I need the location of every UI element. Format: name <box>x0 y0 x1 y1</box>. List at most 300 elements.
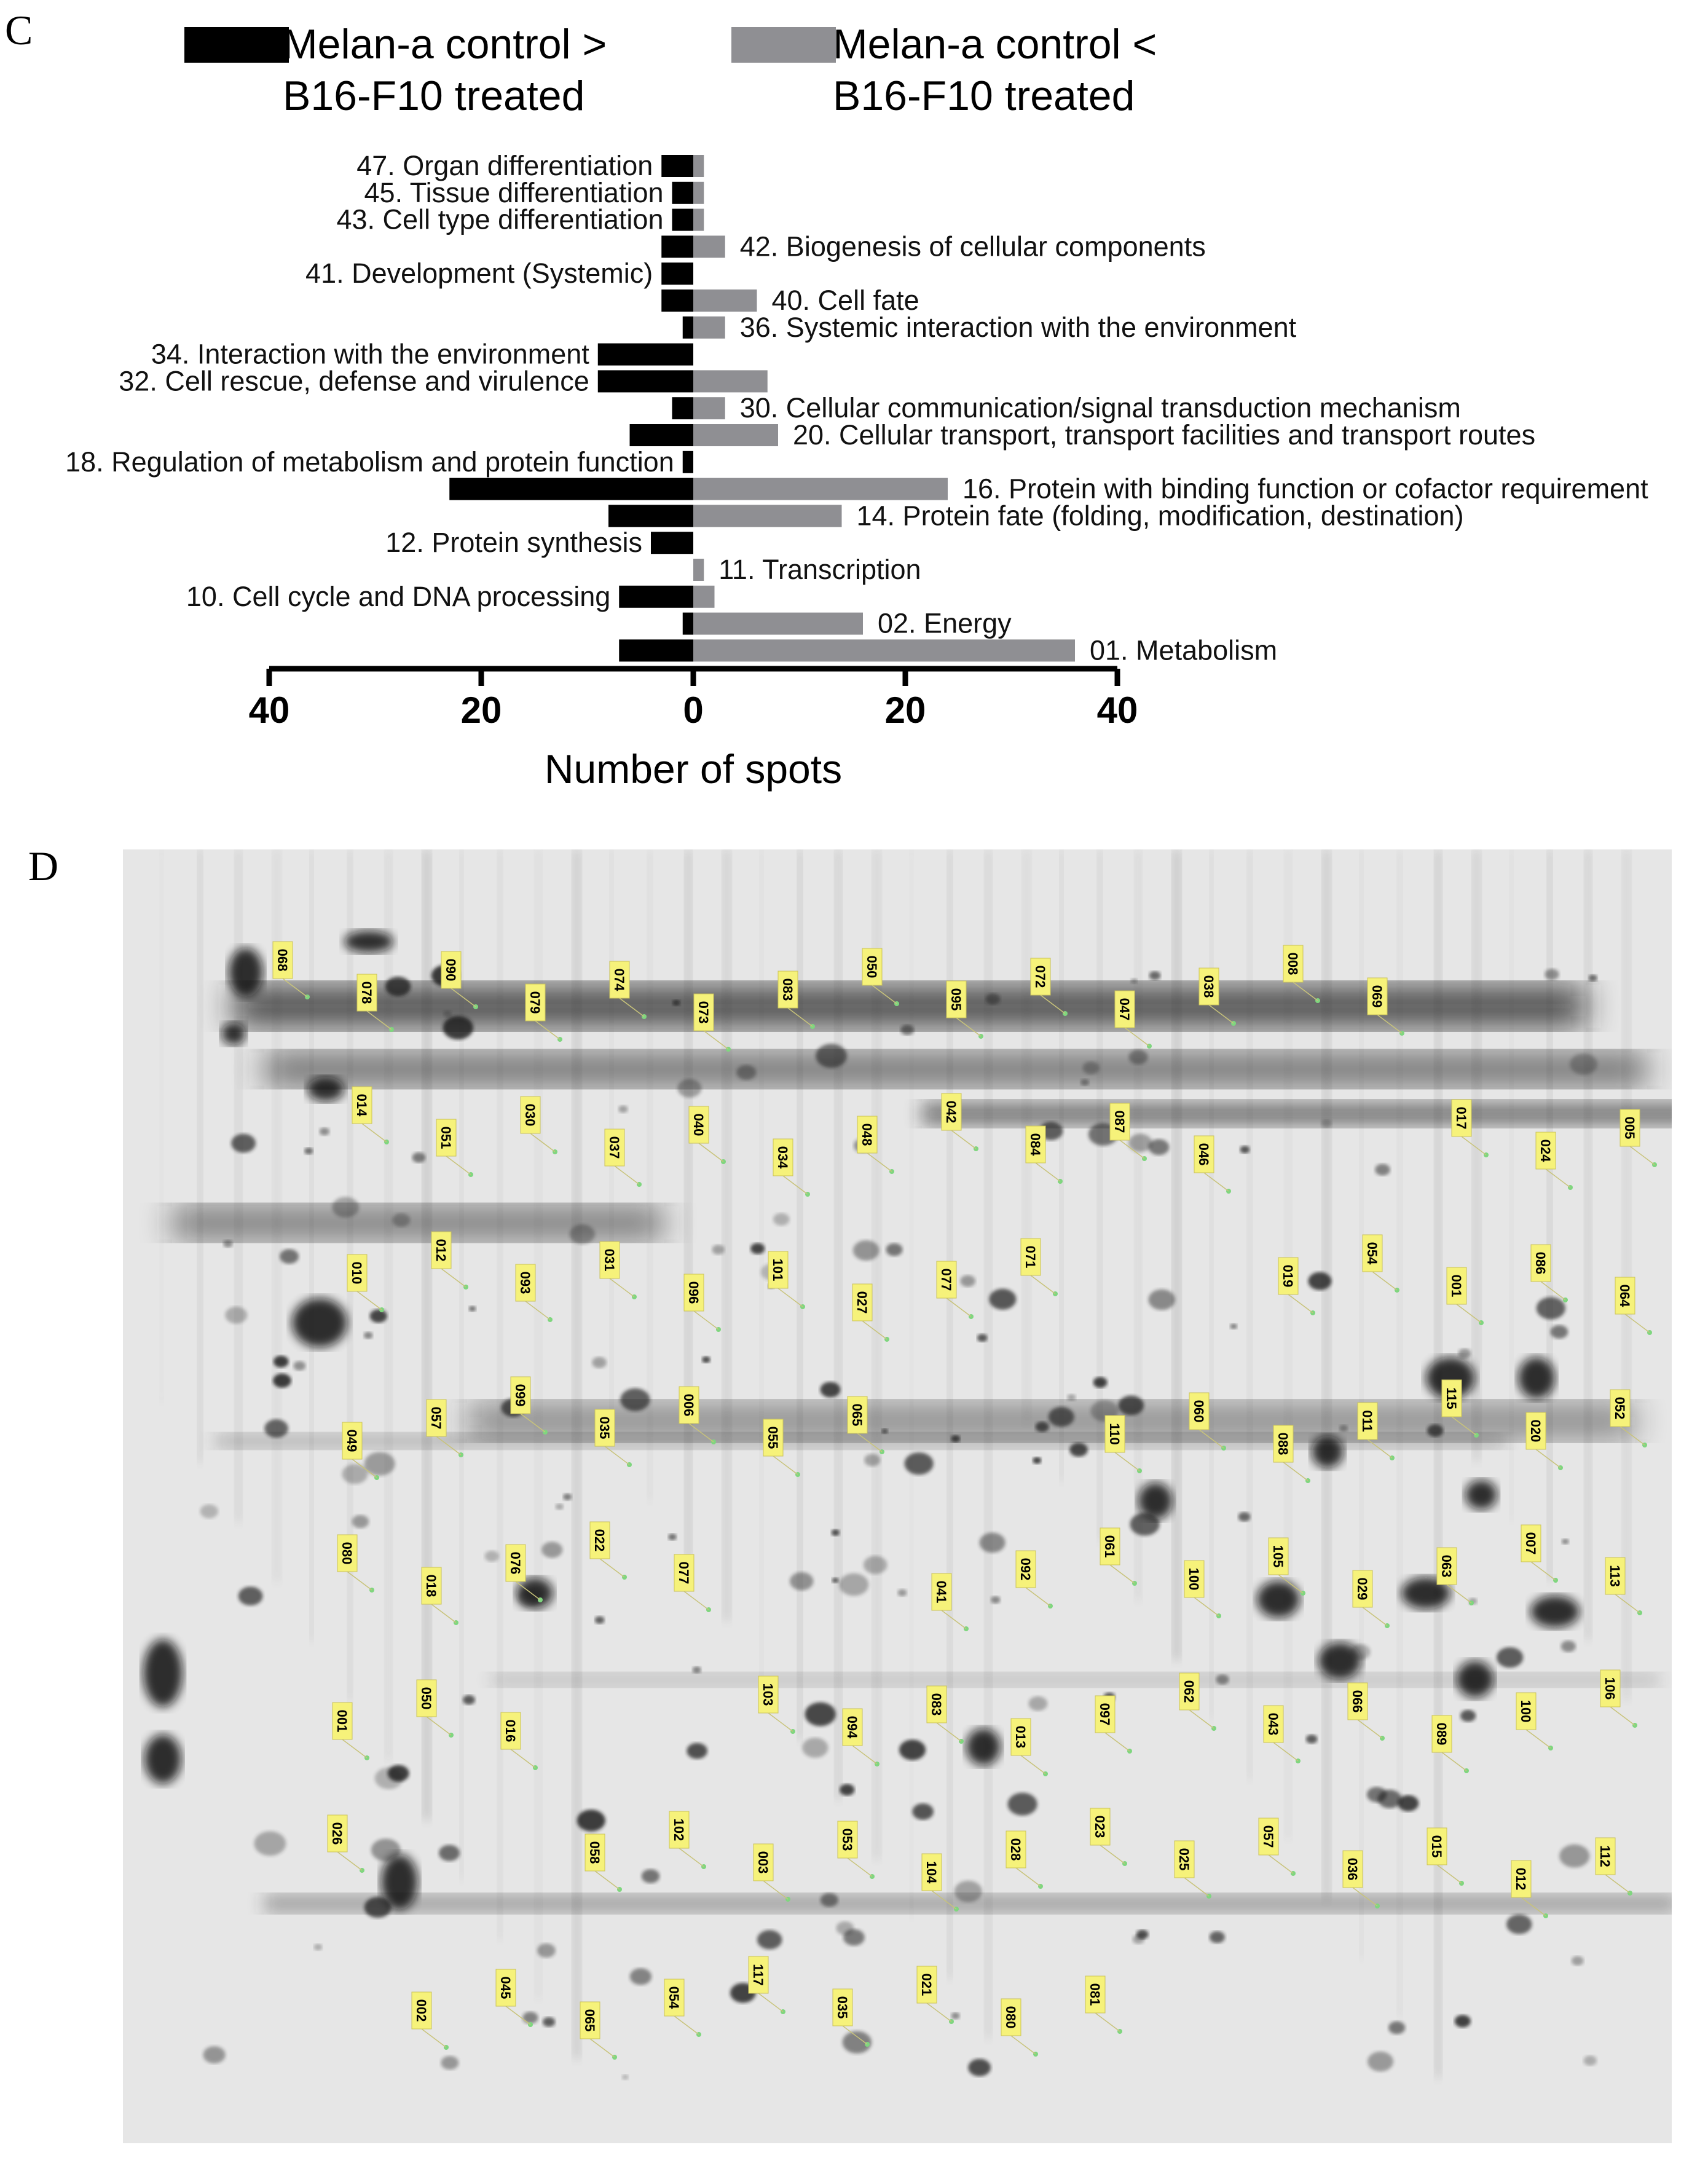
gel-spot <box>1067 1394 1076 1401</box>
legend-black-line2: B16-F10 treated <box>283 73 585 119</box>
legend-black-line1: Melan-a control > <box>283 21 607 68</box>
spot-tag-label: 015 <box>1429 1835 1444 1858</box>
gel-spot <box>864 1454 880 1466</box>
gel-spot <box>463 1695 475 1704</box>
gel-spot <box>293 1361 305 1371</box>
gel-spot <box>881 1428 888 1433</box>
gel-streak <box>872 849 881 1859</box>
bar-black <box>449 478 693 500</box>
gel-spot <box>821 1893 838 1907</box>
gel-spot <box>344 931 393 953</box>
spot-tag-label: 106 <box>1602 1677 1618 1700</box>
spot-tag <box>946 981 966 1018</box>
gel-spot <box>693 1666 701 1673</box>
spot-tag <box>664 1979 684 2016</box>
spot-tag <box>1620 1109 1640 1146</box>
gel-spot <box>342 1464 368 1484</box>
spot-tag-label: 007 <box>1523 1532 1538 1555</box>
spot-tag <box>352 1087 372 1124</box>
spot-tag-label: 050 <box>419 1687 434 1710</box>
spot-tag <box>1264 1706 1283 1743</box>
gel-spot <box>989 1289 1016 1310</box>
gel-spot <box>1570 1053 1597 1074</box>
gel-spot <box>757 1930 782 1949</box>
spot-tag <box>684 1274 704 1311</box>
spot-tag-label: 021 <box>919 1973 934 1996</box>
spot-tag <box>1100 1528 1120 1565</box>
gel-spot <box>352 1515 369 1528</box>
spot-tag-label: 043 <box>1265 1712 1281 1736</box>
gel-spot <box>556 1503 564 1510</box>
spot-tag <box>852 1284 872 1321</box>
gel-spot <box>1518 1357 1555 1399</box>
gel-spot <box>1093 1377 1108 1388</box>
gel-streak <box>685 849 692 1561</box>
gel-spot <box>1230 1323 1237 1329</box>
gel-streak <box>1097 849 1103 1541</box>
spot-tag-label: 026 <box>329 1822 345 1845</box>
gel-spot <box>960 1275 975 1287</box>
spot-tag-label: 073 <box>696 1001 711 1024</box>
spot-tag-label: 074 <box>612 968 627 991</box>
spot-tag-label: 092 <box>1018 1557 1033 1581</box>
spot-tag <box>600 1242 620 1278</box>
spot-tag <box>580 2002 600 2039</box>
gel-spot <box>1148 1290 1175 1310</box>
gel-spot <box>1545 969 1559 980</box>
spot-tag <box>1026 1126 1045 1163</box>
gel-spot <box>966 1728 1001 1765</box>
spot-tag-label: 060 <box>1191 1400 1206 1423</box>
spot-tag <box>1600 1670 1620 1707</box>
spot-tag <box>501 1712 521 1749</box>
spot-tag <box>1110 1103 1130 1140</box>
gel-spot <box>736 1065 756 1081</box>
gel-spot <box>668 1534 677 1540</box>
gel-spot <box>986 993 1001 1004</box>
spot-tag-label: 117 <box>750 1964 766 1986</box>
spot-tag-label: 064 <box>1617 1284 1632 1307</box>
gel-streak <box>1434 849 1442 2077</box>
gel-spot <box>1028 1696 1047 1711</box>
spot-tag-label: 050 <box>864 955 880 979</box>
spot-tag <box>412 1992 431 2029</box>
gel-spot <box>1133 1935 1144 1944</box>
gel-spot <box>221 1023 246 1045</box>
gel-band <box>922 1101 1672 1126</box>
x-tick-label: 20 <box>884 690 926 731</box>
category-label: 40. Cell fate <box>771 285 919 316</box>
spot-tag <box>768 1251 788 1288</box>
spot-tag <box>342 1422 362 1459</box>
spot-tag-label: 040 <box>691 1113 706 1136</box>
bar-gray <box>693 613 863 635</box>
gel-spot <box>1561 1640 1576 1652</box>
gel-spot <box>1080 1079 1089 1086</box>
spot-tag-label: 049 <box>344 1429 360 1452</box>
spot-tag-label: 055 <box>765 1426 781 1449</box>
category-label: 45. Tissue differentiation <box>364 176 664 208</box>
spot-tag <box>417 1680 436 1717</box>
gel-spot <box>1033 1457 1041 1464</box>
gel-spot <box>1378 1790 1402 1808</box>
gel-spot <box>1368 2052 1393 2071</box>
spot-tag <box>516 1264 535 1301</box>
spot-tag <box>689 1106 709 1143</box>
bar-gray <box>693 370 768 392</box>
spot-tag <box>773 1139 793 1176</box>
spot-tag <box>1273 1425 1293 1462</box>
spot-tag-label: 019 <box>1280 1264 1296 1288</box>
bar-gray <box>693 424 778 446</box>
spot-tag <box>595 1409 615 1446</box>
bar-black <box>672 209 694 231</box>
spot-tag <box>1001 1999 1021 2036</box>
gel-spot <box>143 1639 183 1707</box>
bar-gray <box>693 155 704 177</box>
spot-tag-label: 090 <box>443 958 458 982</box>
category-label: 01. Metabolism <box>1090 634 1278 666</box>
spot-tag-label: 061 <box>1102 1535 1117 1558</box>
gel-spot <box>439 1845 460 1861</box>
spot-tag <box>932 1573 951 1610</box>
gel-streak <box>1584 849 1592 1640</box>
gel-streak <box>1060 849 1063 1481</box>
bar-black <box>672 182 694 204</box>
spot-tag-label: 001 <box>334 1709 350 1733</box>
gel-streak <box>1547 849 1553 1580</box>
spot-tag <box>590 1522 610 1559</box>
bar-black <box>619 639 693 661</box>
spot-tag <box>857 1116 877 1153</box>
spot-tag <box>427 1400 446 1436</box>
bar-black <box>661 289 693 312</box>
gel-spot <box>314 1944 323 1951</box>
spot-tag-label: 096 <box>686 1281 701 1304</box>
spot-tag <box>1447 1267 1466 1304</box>
spot-tag-label: 034 <box>775 1146 790 1169</box>
bar-gray <box>693 397 725 419</box>
spot-tag <box>927 1686 946 1723</box>
gel-spot <box>1131 979 1138 984</box>
gel-spot <box>280 1249 299 1264</box>
spot-tag-label: 022 <box>592 1529 607 1552</box>
gel-spot <box>773 1213 790 1226</box>
spot-tag-label: 058 <box>587 1841 602 1864</box>
bar-black <box>630 424 694 446</box>
gel-streak <box>1397 849 1403 2018</box>
gel-spot <box>954 1881 982 1902</box>
spot-tag <box>917 1966 937 2003</box>
spot-tag <box>1521 1525 1541 1562</box>
gel-spot <box>238 1586 263 1605</box>
x-axis-title: Number of spots <box>544 746 843 792</box>
spot-tag <box>922 1854 942 1891</box>
spot-tag <box>1348 1683 1368 1720</box>
spot-tag-label: 103 <box>760 1683 776 1706</box>
panel-letter-d: D <box>28 843 59 889</box>
bar-gray <box>693 505 842 527</box>
gel-streak <box>985 849 992 2038</box>
spot-tag-label: 099 <box>513 1384 528 1407</box>
spot-tag-label: 066 <box>1350 1690 1365 1713</box>
gel-spot <box>577 1809 605 1831</box>
spot-tag <box>763 1419 783 1456</box>
gel-spot <box>750 1243 765 1254</box>
spot-tag-label: 089 <box>1434 1722 1449 1746</box>
bar-black <box>598 344 693 366</box>
spot-tag-label: 065 <box>849 1403 865 1427</box>
gel-spot <box>1497 1647 1523 1668</box>
bar-gray <box>693 235 725 258</box>
gel-spot <box>1465 1480 1497 1510</box>
spot-tag <box>1437 1548 1457 1585</box>
spot-tag <box>273 942 293 979</box>
spot-tag-label: 100 <box>1518 1699 1533 1723</box>
gel-spot <box>1339 1425 1348 1431</box>
gel-spot <box>1210 1931 1225 1943</box>
spot-tag <box>1016 1551 1036 1588</box>
gel-spot <box>1306 1735 1318 1743</box>
gel-spot <box>274 1356 289 1368</box>
gel-spot <box>1350 1644 1371 1660</box>
gel-streak <box>310 849 313 1641</box>
gel-spot <box>840 1784 854 1796</box>
spot-tag-label: 006 <box>681 1393 696 1417</box>
spot-tag-label: 069 <box>1369 985 1385 1008</box>
gel-spot <box>805 1703 836 1727</box>
spot-tag <box>1115 991 1135 1028</box>
spot-tag <box>1427 1828 1447 1865</box>
gel-spot <box>364 1332 373 1339</box>
gel-streak <box>197 849 203 1462</box>
spot-tag <box>1278 1258 1298 1294</box>
spot-tag <box>1536 1132 1556 1169</box>
spot-tag-label: 035 <box>835 1996 850 2019</box>
category-label: 34. Interaction with the environment <box>151 338 589 370</box>
gel-spot <box>370 1309 387 1323</box>
spot-tag <box>942 1093 961 1130</box>
spot-tag-label: 110 <box>1107 1423 1122 1445</box>
spot-tag-label: 037 <box>607 1136 622 1159</box>
gel-spot <box>320 1128 330 1136</box>
x-tick-label: 0 <box>683 690 704 731</box>
spot-tag <box>333 1703 352 1739</box>
spot-tag <box>436 1119 456 1156</box>
gel-spot <box>687 1743 707 1759</box>
gel-spot <box>543 2017 555 2027</box>
gel-spot <box>618 1106 628 1113</box>
gel-spot <box>231 1134 256 1153</box>
bar-black <box>683 317 693 339</box>
spot-tag-label: 080 <box>339 1542 355 1565</box>
spot-tag-label: 105 <box>1270 1545 1286 1568</box>
bar-gray <box>693 639 1075 661</box>
gel-spot <box>899 1739 926 1760</box>
spot-tag <box>1269 1538 1288 1575</box>
spot-tag-label: 101 <box>770 1258 785 1282</box>
spot-tag-label: 053 <box>840 1828 855 1851</box>
gel-spot <box>1129 1050 1148 1065</box>
spot-tag <box>1090 1808 1110 1845</box>
gel-spot <box>1008 1793 1037 1816</box>
spot-tag <box>1442 1380 1462 1417</box>
gel-spot <box>441 2056 458 2069</box>
gel-spot <box>563 1494 572 1500</box>
spot-tag-label: 097 <box>1097 1703 1112 1726</box>
spot-tag-label: 012 <box>1513 1867 1529 1891</box>
spot-tag <box>1526 1412 1546 1449</box>
gel-streak <box>422 849 431 1820</box>
gel-spot <box>522 2012 538 2023</box>
gel-spot <box>900 1025 914 1035</box>
panel-letter-c: C <box>5 7 33 53</box>
gel-spot <box>443 1016 473 1039</box>
gel-spot <box>821 1382 841 1397</box>
spot-tag-label: 018 <box>423 1574 439 1597</box>
spot-tag <box>838 1821 857 1858</box>
spot-tag <box>1085 1976 1105 2013</box>
category-label: 41. Development (Systemic) <box>305 258 653 289</box>
category-label: 16. Protein with binding function or cofactor requirement <box>962 473 1648 505</box>
spot-tag-label: 072 <box>1033 965 1048 988</box>
spot-tag <box>1179 1673 1199 1710</box>
spot-tag <box>525 984 545 1021</box>
gel-spot <box>832 1578 839 1583</box>
spot-tag <box>1368 978 1387 1015</box>
category-label: 10. Cell cycle and DNA processing <box>186 580 611 612</box>
spot-tag <box>1259 1818 1278 1855</box>
gel-spot <box>620 1388 650 1411</box>
gel-spot <box>1308 1272 1331 1290</box>
gel-spot <box>968 2059 991 2076</box>
spot-tag <box>758 1676 778 1713</box>
spot-tag-label: 086 <box>1533 1251 1548 1275</box>
spot-tag <box>848 1396 867 1433</box>
gel-spot <box>541 1542 562 1557</box>
gel-spot <box>1321 1119 1332 1127</box>
spot-tag-label: 077 <box>676 1561 691 1585</box>
gel-streak <box>1285 849 1292 1839</box>
spot-tag-label: 028 <box>1008 1838 1023 1861</box>
spot-tag-label: 068 <box>275 948 290 972</box>
spot-tag-label: 102 <box>671 1818 687 1841</box>
bar-gray <box>693 559 704 581</box>
category-label: 43. Cell type differentiation <box>336 203 664 235</box>
gel-spot <box>1083 1061 1100 1074</box>
gel-spot <box>864 1556 887 1574</box>
gel-spot <box>570 1224 595 1244</box>
gel-canvas <box>123 849 1672 2143</box>
spot-tag <box>1531 1245 1551 1282</box>
gel-spot <box>388 1765 409 1782</box>
gel-spot <box>1119 1396 1144 1416</box>
spot-tag-label: 023 <box>1092 1815 1108 1838</box>
spot-tag-label: 048 <box>859 1123 875 1146</box>
bar-black <box>672 397 694 419</box>
spot-tag <box>674 1554 694 1591</box>
spot-tag-label: 017 <box>1454 1106 1469 1130</box>
gel-spot <box>897 1589 907 1597</box>
gel-spot <box>1458 1349 1471 1358</box>
x-tick-label: 20 <box>460 690 502 731</box>
bar-gray <box>693 317 725 339</box>
gel-spot <box>1427 1424 1443 1436</box>
category-label: 30. Cellular communication/signal transduction mechanism <box>739 392 1461 424</box>
gel-streak <box>1247 849 1253 1779</box>
gel-spot <box>307 1077 344 1101</box>
category-label: 02. Energy <box>878 607 1012 639</box>
gel-streak <box>1509 849 1513 1521</box>
bar-black <box>598 370 693 392</box>
gel-spot <box>292 1298 347 1347</box>
spot-tag-label: 029 <box>1355 1577 1370 1601</box>
gel-spot <box>229 948 263 997</box>
legend-gray-line2: B16-F10 treated <box>833 73 1135 119</box>
spot-tag-label: 065 <box>582 2009 597 2032</box>
spot-tag <box>833 1989 852 2026</box>
spot-tag-label: 014 <box>354 1093 369 1117</box>
spot-tag-label: 052 <box>1612 1396 1627 1420</box>
gel-spot <box>1238 1512 1251 1521</box>
gel-spot <box>1130 1513 1160 1535</box>
gel-spot <box>1240 1146 1250 1153</box>
bar-black <box>608 505 693 527</box>
gel-streak <box>835 849 842 1800</box>
spot-tag <box>511 1377 530 1414</box>
spot-tag <box>1605 1557 1625 1594</box>
gel-spot <box>1036 1422 1049 1432</box>
spot-tag <box>778 971 798 1008</box>
spot-tag-label: 051 <box>438 1126 454 1149</box>
spot-tag <box>357 974 377 1011</box>
gel-streak <box>460 849 463 1880</box>
gel-spot <box>1589 975 1597 982</box>
category-label: 36. Systemic interaction with the environment <box>739 311 1297 343</box>
gel-spot <box>225 1307 247 1324</box>
spot-tag-label: 080 <box>1003 2006 1018 2029</box>
spot-tag-label: 003 <box>755 1851 771 1874</box>
spot-tag-label: 020 <box>1528 1419 1543 1443</box>
spot-tag-label: 084 <box>1028 1133 1043 1156</box>
gel-spot <box>264 1419 288 1438</box>
spot-tag-label: 081 <box>1087 1983 1103 2006</box>
spot-tag-label: 071 <box>1023 1245 1038 1269</box>
gel-spot <box>1312 1436 1344 1468</box>
gel-spot <box>790 1572 813 1590</box>
spot-tag <box>1452 1100 1471 1136</box>
spot-tag-label: 001 <box>1449 1274 1464 1298</box>
spot-tag-label: 094 <box>844 1715 860 1739</box>
spot-tag-label: 035 <box>597 1416 612 1439</box>
gel-spot <box>1375 1164 1390 1176</box>
spot-tag-label: 036 <box>1345 1857 1360 1881</box>
gel-spot <box>951 1435 960 1443</box>
spot-tag-label: 093 <box>518 1271 533 1294</box>
gel-spot <box>622 2074 629 2079</box>
gel-spot <box>412 1152 426 1163</box>
gel-streak <box>760 849 763 1680</box>
spot-tag <box>843 1709 862 1746</box>
gel-spot <box>677 1079 701 1098</box>
gel-streak <box>1472 849 1481 1461</box>
spot-tag <box>1511 1861 1531 1897</box>
spot-tag <box>328 1815 347 1852</box>
spot-tag <box>506 1545 525 1581</box>
gel-streak <box>1172 849 1181 1660</box>
gel-spot <box>912 1803 934 1820</box>
gel-spot <box>672 1000 680 1006</box>
